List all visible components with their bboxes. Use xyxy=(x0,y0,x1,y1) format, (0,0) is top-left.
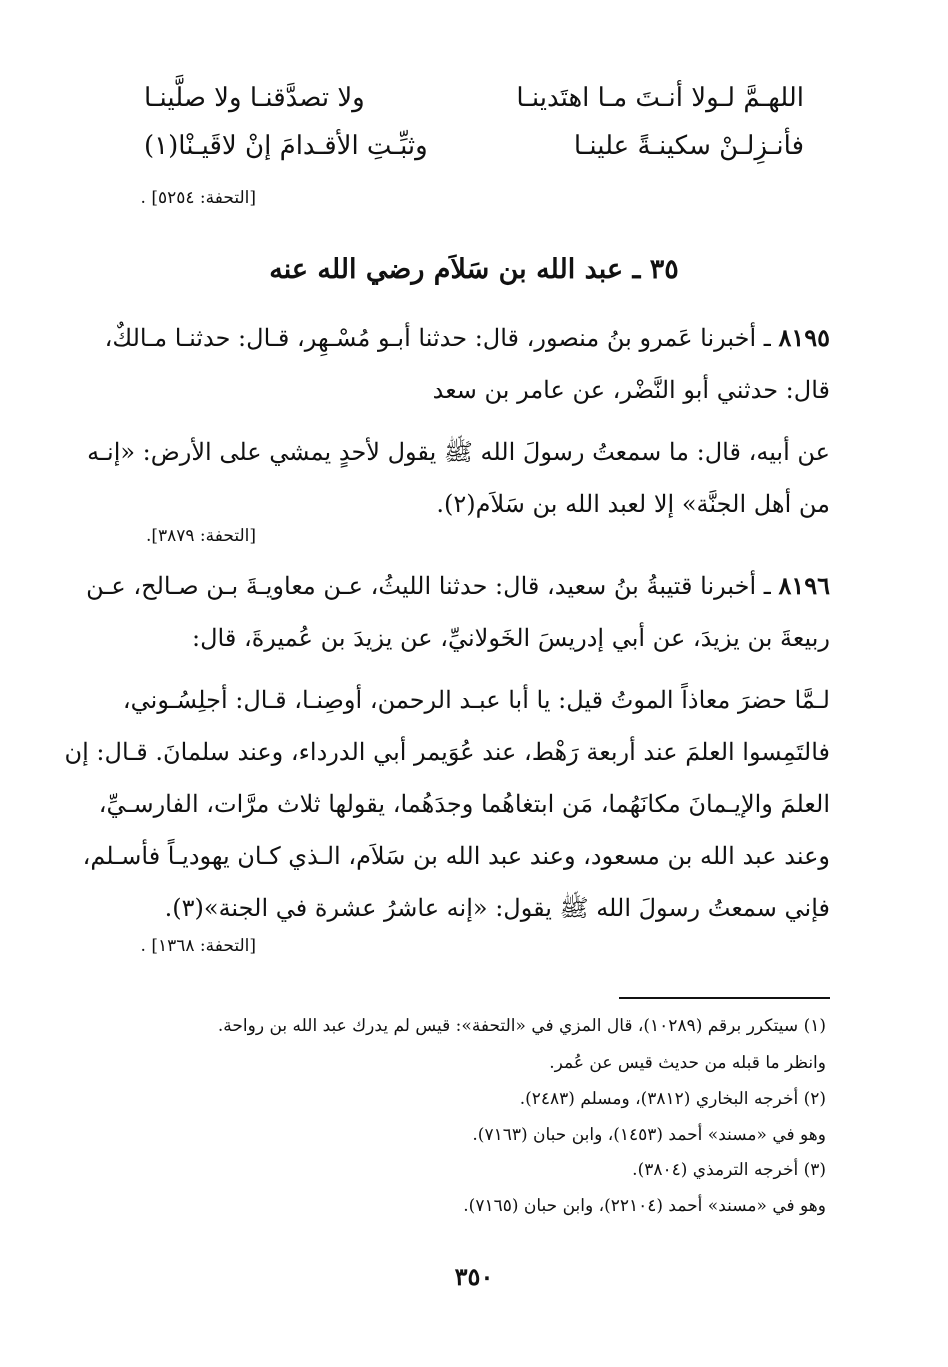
footnote-1-continued: وانظر ما قبله من حديث قيس عن عُمر. xyxy=(549,1053,826,1073)
hadith-text: ـ أخبرنا قتيبةُ بنُ سعيد، قال: حدثنا الليثُ، عـن معاويـةَ بـن صـالح، عـن xyxy=(86,572,771,600)
page-number: ٣٥٠ xyxy=(454,1262,494,1291)
tuhfa-reference-3: [التحفة: ١٣٦٨] . xyxy=(140,936,256,956)
hadith-8195-line-3: عن أبيه، قال: ما سمعتُ رسولَ الله ﷺ يقول لأحدٍ يمشي على الأرض: «إنـه xyxy=(87,438,830,466)
hadith-8195-line-2: قال: حدثني أبو النَّضْر، عن عامر بن سعد xyxy=(432,376,830,404)
tuhfa-reference-2: [التحفة: ٣٨٧٩]. xyxy=(145,526,256,546)
poem-line-2-second-hemistich: وثبِّـتِ الأقـدامَ إنْ لاقَيـنْا(١) xyxy=(144,131,428,161)
footnote-2: (٢) أخرجه البخاري (٣٨١٢)، ومسلم (٢٤٨٣). xyxy=(519,1089,826,1109)
hadith-text: ـ أخبرنا عَمرو بنُ منصور، قال: حدثنا أبـو مُسْـهِر، قـال: حدثنـا مـالكٌ، xyxy=(104,324,771,352)
hadith-8196-line-4: فالتَمِسوا العلمَ عند أربعة رَهْط، عند عُوَيمر أبي الدرداء، وعند سلمانَ. قـال: إن xyxy=(64,738,830,766)
poem-line-2 xyxy=(144,126,804,166)
footnote-separator xyxy=(619,997,830,999)
section-heading: ٣٥ ـ عبد الله بن سَلاَم رضي الله عنه xyxy=(269,254,679,285)
hadith-8195 xyxy=(87,312,830,530)
hadith-8196-line-3: لـمَّا حضرَ معاذاً الموتُ قيل: يا أبا عبـد الرحمن، أوصِنـا، قـال: أجلِسُـوني، xyxy=(122,686,830,714)
footnote-3-continued: وهو في «مسند» أحمد (٢٢١٠٤)، وابن حبان (٧١٦٥). xyxy=(463,1196,826,1216)
poem-line-1-first-hemistich: اللهـمَّ لـولا أنـتَ مـا اهتَدينـا xyxy=(516,83,804,113)
hadith-8195-line-4: من أهل الجنَّة» إلا لعبد الله بن سَلاَم(٢). xyxy=(436,490,830,518)
hadith-8196-line-7: فإني سمعتُ رسولَ الله ﷺ يقول: «إنه عاشرُ عشرة في الجنة»(٣). xyxy=(164,894,830,922)
hadith-8195-line-1 xyxy=(104,312,830,364)
poem-line-2-first-hemistich: فأنـزِلـنْ سكينـةً علينـا xyxy=(573,131,804,161)
footnote-2-continued: وهو في «مسند» أحمد (١٤٥٣)، وابن حبان (٧١٦٣). xyxy=(472,1125,826,1145)
hadith-number: ٨١٩٦ xyxy=(778,571,830,600)
poem-line-1-second-hemistich: ولا تصدَّقنـا ولا صلَّينـا xyxy=(144,83,365,113)
hadith-8196-line-5: العلمَ والإيـمانَ مكانَهُما، مَن ابتغاهُما وجدَهُما، يقولها ثلاث مرَّات، الفارسـيِّ، xyxy=(98,790,830,818)
hadith-8196-line-2: ربيعةَ بن يزيدَ، عن أبي إدريسَ الخَولانيِّ، عن يزيدَ بن عُميرةَ، قال: xyxy=(192,624,830,652)
tuhfa-reference-1: [التحفة: ٥٢٥٤] . xyxy=(140,188,256,208)
hadith-number: ٨١٩٥ xyxy=(778,323,830,352)
poem-line-1 xyxy=(144,78,804,118)
hadith-8196-line-6: وعند عبد الله بن مسعود، وعند عبد الله بن سَلاَم، الـذي كـان يهوديـاً فأسـلم، xyxy=(82,842,830,870)
footnote-3: (٣) أخرجه الترمذي (٣٨٠٤). xyxy=(632,1160,826,1180)
footnote-1: (١) سيتكرر برقم (١٠٢٨٩)، قال المزي في «التحفة»: قيس لم يدرك عبد الله بن رواحة. xyxy=(217,1016,826,1036)
hadith-8196-line-1 xyxy=(86,560,830,612)
hadith-8196 xyxy=(64,560,830,934)
